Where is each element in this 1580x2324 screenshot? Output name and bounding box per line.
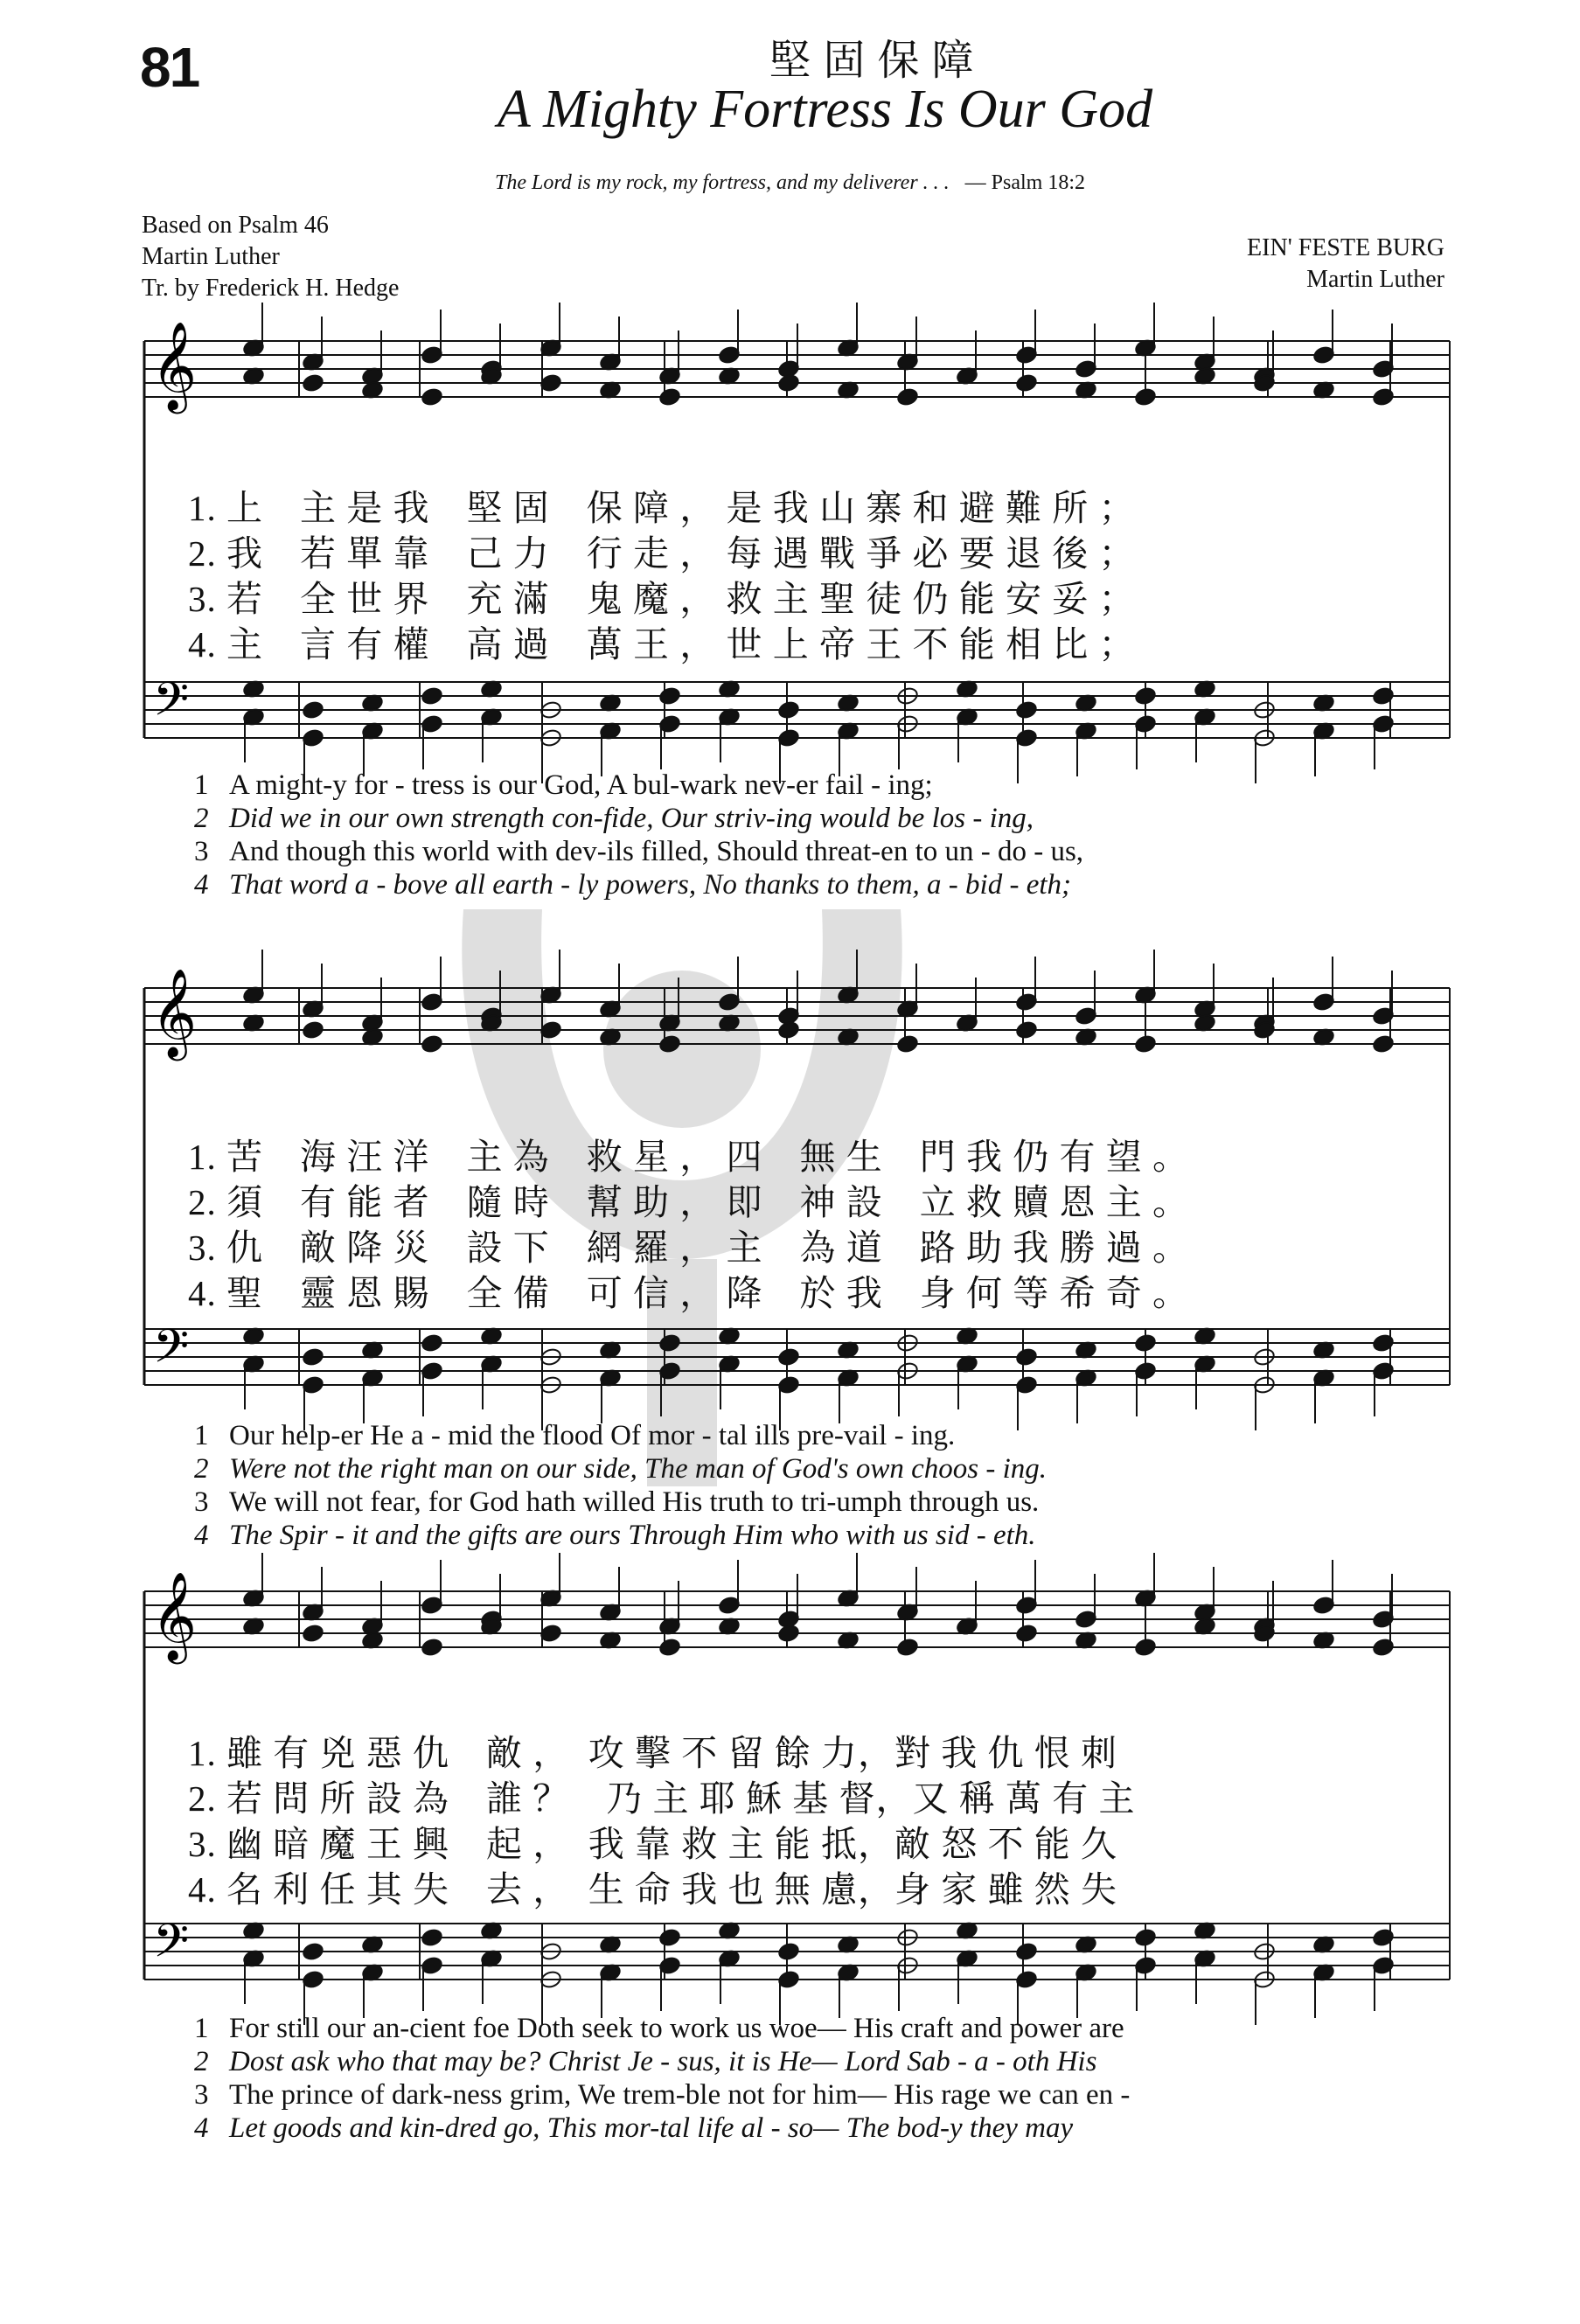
- title-chinese: 堅固保障: [769, 38, 986, 84]
- zh-lyric-line: 3. 幽 暗 魔 王 興 起 ， 我 靠 救 主 能 抵，敵 怒 不 能 久: [188, 1824, 1117, 1864]
- note-head: [1372, 1928, 1395, 1948]
- title-english: A Mighty Fortress Is Our God: [497, 80, 1153, 139]
- note-head: [421, 686, 443, 706]
- zh-lyric-line: 3. 若 全 世 界 充 滿 鬼 魔 ， 救 主 聖 徒 仍 能 安 妥 ；: [188, 579, 1136, 619]
- verse-number: 4: [194, 869, 209, 901]
- note-head: [1015, 1020, 1038, 1040]
- note-head: [777, 1347, 800, 1367]
- note-head: [302, 1942, 324, 1962]
- note-head: [421, 1638, 443, 1658]
- zh-lyric-line: 2. 我 若 單 靠 己 力 行 走 ， 每 遇 戰 爭 必 要 退 後 ；: [188, 533, 1136, 574]
- en-lyric-line: [194, 869, 1071, 901]
- lyric-text: The prince of dark-ness grim, We trem-ble not for him— His rage we can en -: [229, 2079, 1131, 2111]
- note-head: [421, 387, 443, 407]
- note-head: [896, 387, 919, 407]
- note-head: [1372, 1034, 1395, 1054]
- en-lyric-line: [194, 803, 1034, 835]
- en-lyric-line: [194, 2046, 1096, 2078]
- tune-composer: Martin Luther: [1306, 266, 1444, 293]
- scripture-quote: The Lord is my rock, my fortress, and my deliverer . . .: [494, 171, 950, 194]
- note-head: [658, 1638, 681, 1658]
- note-head: [1134, 1638, 1157, 1658]
- lyric-text: And though this world with dev-ils filled, Should threat-en to un - do - us,: [229, 836, 1084, 867]
- tune-name: EIN' FESTE BURG: [1247, 234, 1444, 261]
- verse-number: 1: [194, 2013, 209, 2044]
- en-lyric-line: [194, 1486, 1039, 1519]
- verse-number: 1: [194, 769, 209, 801]
- hymn-number: 81: [140, 36, 199, 99]
- verse-number: 4: [194, 2112, 209, 2144]
- verse-number: 2: [194, 803, 209, 834]
- lyric-text: Were not the right man on our side, The man of God's own choos - ing.: [229, 1453, 1048, 1485]
- note-head: [1134, 387, 1157, 407]
- note-head: [302, 373, 324, 393]
- en-lyric-line: [194, 2079, 1130, 2112]
- note-head: [1015, 373, 1038, 393]
- note-head: [777, 1942, 800, 1962]
- en-lyric-line: [194, 1453, 1047, 1486]
- note-head: [1372, 686, 1395, 706]
- zh-lyric-line: 1. 上 主 是 我 堅 固 保 障 ， 是 我 山 寨 和 避 難 所 ；: [188, 488, 1136, 528]
- credit-source: Based on Psalm 46: [142, 212, 329, 239]
- note-head: [1015, 1624, 1038, 1644]
- lyric-text: Our help-er He a - mid the flood Of mor - tal ills pre-vail - ing.: [229, 1420, 956, 1451]
- note-head: [302, 1020, 324, 1040]
- note-head: [1372, 1638, 1395, 1658]
- zh-lyric-line: 3. 仇 敵 降 災 設 下 網 羅 ， 主 為 道 路 助 我 勝 過 。: [188, 1228, 1189, 1268]
- note-head: [1134, 1333, 1157, 1353]
- verse-number: 1: [194, 1420, 209, 1451]
- lyric-text: We will not fear, for God hath willed His truth to tri-umph through us.: [229, 1486, 1040, 1518]
- verse-number: 3: [194, 1486, 209, 1518]
- note-head: [302, 1624, 324, 1644]
- scripture-reference: — Psalm 18:2: [964, 171, 1086, 194]
- treble-clef-icon: 𝄞: [151, 320, 198, 410]
- zh-lyric-line: 4. 主 言 有 權 高 過 萬 王 ， 世 上 帝 王 不 能 相 比 ；: [188, 624, 1136, 664]
- note-head: [1015, 1942, 1038, 1962]
- verse-number: 2: [194, 2046, 209, 2077]
- note-head: [777, 700, 800, 720]
- verse-number: 3: [194, 836, 209, 867]
- lyric-text: The Spir - it and the gifts are ours Through Him who with us sid - eth.: [229, 1520, 1036, 1551]
- lyric-text: That word a - bove all earth - ly powers, No thanks to them, a - bid - eth;: [229, 869, 1072, 901]
- verse-number: 3: [194, 2079, 209, 2111]
- note-head: [421, 1333, 443, 1353]
- lyric-text: For still our an-cient foe Doth seek to work us woe— His craft and power are: [229, 2013, 1124, 2044]
- note-head: [658, 1034, 681, 1054]
- zh-lyric-line: 4. 聖 靈 恩 賜 全 備 可 信 ， 降 於 我 身 何 等 希 奇 。: [188, 1273, 1189, 1313]
- lyric-text: Dost ask who that may be? Christ Je - sus, it is He— Lord Sab - a - oth His: [229, 2046, 1097, 2077]
- note-head: [302, 1347, 324, 1367]
- zh-lyric-line: 1. 雖 有 兇 惡 仇 敵 ， 攻 擊 不 留 餘 力，對 我 仇 恨 刺: [188, 1733, 1117, 1773]
- lyric-text: Let goods and kin-dred go, This mor-tal life al - so— The bod-y they may: [229, 2112, 1074, 2144]
- zh-lyric-line: 4. 名 利 任 其 失 去 ， 生 命 我 也 無 慮，身 家 雖 然 失: [188, 1869, 1117, 1910]
- verse-number: 2: [194, 1453, 209, 1485]
- note-head: [658, 1928, 681, 1948]
- note-head: [777, 1020, 800, 1040]
- credit-author: Martin Luther: [142, 243, 280, 270]
- en-lyric-line: [194, 1420, 955, 1452]
- en-lyric-line: [194, 836, 1083, 868]
- lyric-text: A might-y for - tress is our God, A bul-wark nev-er fail - ing;: [229, 769, 933, 801]
- note-head: [658, 387, 681, 407]
- note-head: [421, 1034, 443, 1054]
- note-head: [302, 700, 324, 720]
- bass-clef-icon: 𝄢: [153, 1915, 190, 1980]
- note-head: [896, 1034, 919, 1054]
- note-head: [777, 1624, 800, 1644]
- lyric-text: Did we in our own strength con-fide, Our striv-ing would be los - ing,: [229, 803, 1034, 834]
- note-head: [1134, 1034, 1157, 1054]
- note-head: [1015, 1347, 1038, 1367]
- note-head: [658, 686, 681, 706]
- note-head: [896, 1638, 919, 1658]
- note-head: [777, 373, 800, 393]
- note-head: [1015, 700, 1038, 720]
- bass-clef-icon: 𝄢: [153, 673, 190, 738]
- note-head: [658, 1333, 681, 1353]
- en-lyric-line: [194, 769, 933, 802]
- note-head: [1134, 686, 1157, 706]
- note-head: [1134, 1928, 1157, 1948]
- note-head: [421, 1928, 443, 1948]
- zh-lyric-line: 2. 若 問 所 設 為 誰 ？ 乃 主 耶 穌 基 督，又 稱 萬 有 主: [188, 1778, 1136, 1819]
- en-lyric-line: [194, 2013, 1124, 2045]
- zh-lyric-line: 2. 須 有 能 者 隨 時 幫 助 ， 即 神 設 立 救 贖 恩 主 。: [188, 1182, 1189, 1222]
- en-lyric-line: [194, 2112, 1073, 2145]
- verse-number: 4: [194, 1520, 209, 1551]
- zh-lyric-line: 1. 苦 海 汪 洋 主 為 救 星 ， 四 無 生 門 我 仍 有 望 。: [188, 1137, 1189, 1177]
- treble-clef-icon: 𝄞: [151, 1570, 198, 1660]
- credit-translator: Tr. by Frederick H. Hedge: [142, 275, 400, 302]
- note-head: [1372, 1333, 1395, 1353]
- bass-clef-icon: 𝄢: [153, 1320, 190, 1385]
- note-head: [1372, 387, 1395, 407]
- en-lyric-line: [194, 1520, 1036, 1552]
- treble-clef-icon: 𝄞: [151, 967, 198, 1057]
